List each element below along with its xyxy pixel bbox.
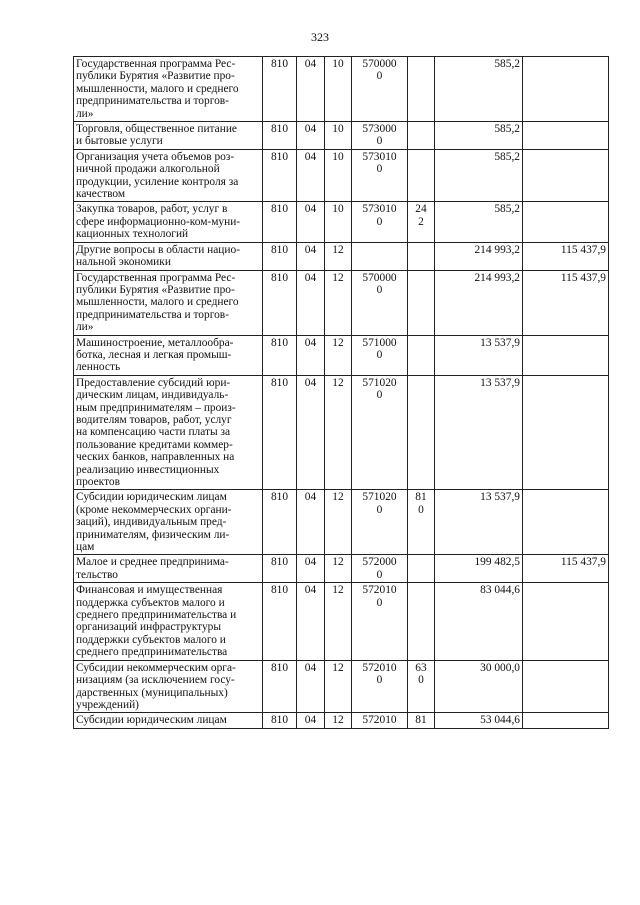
cell-subsection: 10 <box>325 149 352 202</box>
cell-expense-type: 81 <box>408 713 435 728</box>
table-row <box>74 660 609 713</box>
cell-amount-total: 13 537,9 <box>435 335 523 375</box>
cell-target-article: 570000 0 <box>352 57 408 122</box>
cell-grbs: 810 <box>263 270 297 335</box>
cell-section: 04 <box>297 660 325 713</box>
cell-name: Субсидии некоммерческим орга- низациям (за исключением госу- дарственных (муниципальных) учреждений) <box>74 660 263 713</box>
table-row <box>74 149 609 202</box>
cell-grbs: 810 <box>263 555 297 583</box>
cell-target-article: 572000 0 <box>352 555 408 583</box>
cell-grbs: 810 <box>263 335 297 375</box>
table-row <box>74 713 609 728</box>
cell-section: 04 <box>297 583 325 660</box>
table-row <box>74 242 609 270</box>
cell-name: Предоставление субсидий юри- дическим лицам, индивидуаль- ным предпринимателям – произ- водителям товаров, работ, услуг на компенсацию части платы за пользование кредитами коммер- ческих банков, направленных на реализацию инвестиционных проектов <box>74 375 263 490</box>
cell-target-article: 571020 0 <box>352 490 408 555</box>
table-row <box>74 490 609 555</box>
cell-section: 04 <box>297 335 325 375</box>
cell-grbs: 810 <box>263 242 297 270</box>
cell-amount-subvention: 115 437,9 <box>523 555 609 583</box>
cell-subsection: 12 <box>325 335 352 375</box>
cell-amount-total: 13 537,9 <box>435 375 523 490</box>
cell-amount-total: 585,2 <box>435 122 523 150</box>
cell-expense-type <box>408 57 435 122</box>
table-row <box>74 375 609 490</box>
cell-subsection: 10 <box>325 122 352 150</box>
cell-section: 04 <box>297 713 325 728</box>
cell-expense-type <box>408 375 435 490</box>
cell-target-article: 570000 0 <box>352 270 408 335</box>
cell-amount-total: 585,2 <box>435 57 523 122</box>
cell-subsection: 12 <box>325 242 352 270</box>
cell-amount-total: 199 482,5 <box>435 555 523 583</box>
cell-expense-type <box>408 149 435 202</box>
cell-expense-type: 24 2 <box>408 202 435 242</box>
table-row <box>74 335 609 375</box>
cell-grbs: 810 <box>263 57 297 122</box>
cell-name: Закупка товаров, работ, услуг в сфере информационно-ком-муни- кационных технологий <box>74 202 263 242</box>
cell-amount-total: 214 993,2 <box>435 270 523 335</box>
cell-amount-total: 30 000,0 <box>435 660 523 713</box>
cell-amount-subvention <box>523 149 609 202</box>
cell-subsection: 12 <box>325 490 352 555</box>
cell-amount-total: 83 044,6 <box>435 583 523 660</box>
cell-subsection: 10 <box>325 202 352 242</box>
cell-section: 04 <box>297 202 325 242</box>
cell-grbs: 810 <box>263 490 297 555</box>
cell-name: Субсидии юридическим лицам (кроме некоммерческих органи- заций), индивидуальным пред- принимателям, физическим ли- цам <box>74 490 263 555</box>
cell-section: 04 <box>297 122 325 150</box>
cell-amount-subvention <box>523 490 609 555</box>
cell-amount-subvention <box>523 713 609 728</box>
cell-amount-total: 214 993,2 <box>435 242 523 270</box>
table-row <box>74 555 609 583</box>
cell-amount-total: 13 537,9 <box>435 490 523 555</box>
cell-name: Машиностроение, металлообра- ботка, лесная и легкая промыш- ленность <box>74 335 263 375</box>
cell-grbs: 810 <box>263 713 297 728</box>
cell-section: 04 <box>297 490 325 555</box>
cell-expense-type <box>408 242 435 270</box>
cell-name: Другие вопросы в области нацио- нальной экономики <box>74 242 263 270</box>
cell-target-article: 573010 0 <box>352 202 408 242</box>
cell-target-article: 573010 0 <box>352 149 408 202</box>
cell-grbs: 810 <box>263 375 297 490</box>
cell-section: 04 <box>297 555 325 583</box>
table-row <box>74 202 609 242</box>
cell-target-article: 572010 0 <box>352 660 408 713</box>
cell-expense-type <box>408 583 435 660</box>
cell-section: 04 <box>297 57 325 122</box>
cell-target-article: 571000 0 <box>352 335 408 375</box>
cell-section: 04 <box>297 149 325 202</box>
cell-name: Финансовая и имущественная поддержка субъектов малого и среднего предпринимательства и организаций инфраструктуры поддержки субъектов малого и среднего предпринимательства <box>74 583 263 660</box>
cell-amount-subvention: 115 437,9 <box>523 270 609 335</box>
cell-subsection: 10 <box>325 57 352 122</box>
cell-subsection: 12 <box>325 375 352 490</box>
cell-amount-subvention: 115 437,9 <box>523 242 609 270</box>
cell-expense-type <box>408 122 435 150</box>
cell-grbs: 810 <box>263 122 297 150</box>
cell-amount-subvention <box>523 122 609 150</box>
cell-name: Малое и среднее предпринима- тельство <box>74 555 263 583</box>
cell-subsection: 12 <box>325 713 352 728</box>
cell-subsection: 12 <box>325 555 352 583</box>
cell-name: Государственная программа Рес- публики Бурятия «Развитие про- мышленности, малого и среднего предпринимательства и торгов- ли» <box>74 270 263 335</box>
cell-target-article: 572010 0 <box>352 583 408 660</box>
cell-subsection: 12 <box>325 660 352 713</box>
cell-amount-subvention <box>523 335 609 375</box>
cell-name: Субсидии юридическим лицам <box>74 713 263 728</box>
cell-target-article: 573000 0 <box>352 122 408 150</box>
cell-amount-subvention <box>523 660 609 713</box>
cell-expense-type <box>408 555 435 583</box>
table-row <box>74 583 609 660</box>
cell-grbs: 810 <box>263 149 297 202</box>
cell-subsection: 12 <box>325 583 352 660</box>
table-row <box>74 57 609 122</box>
cell-amount-subvention <box>523 583 609 660</box>
page-number: 323 <box>311 30 329 44</box>
budget-table <box>73 56 609 729</box>
cell-amount-subvention <box>523 57 609 122</box>
cell-expense-type: 81 0 <box>408 490 435 555</box>
cell-subsection: 12 <box>325 270 352 335</box>
cell-target-article: 571020 0 <box>352 375 408 490</box>
cell-expense-type: 63 0 <box>408 660 435 713</box>
table-row <box>74 270 609 335</box>
cell-section: 04 <box>297 242 325 270</box>
cell-grbs: 810 <box>263 583 297 660</box>
cell-section: 04 <box>297 375 325 490</box>
cell-target-article: 572010 <box>352 713 408 728</box>
cell-amount-subvention <box>523 202 609 242</box>
cell-expense-type <box>408 270 435 335</box>
cell-section: 04 <box>297 270 325 335</box>
cell-grbs: 810 <box>263 202 297 242</box>
cell-amount-total: 53 044,6 <box>435 713 523 728</box>
cell-name: Организация учета объемов роз- ничной продажи алкогольной продукции, усиление контроля за качеством <box>74 149 263 202</box>
cell-expense-type <box>408 335 435 375</box>
cell-amount-total: 585,2 <box>435 149 523 202</box>
cell-name: Торговля, общественное питание и бытовые услуги <box>74 122 263 150</box>
cell-amount-subvention <box>523 375 609 490</box>
cell-amount-total: 585,2 <box>435 202 523 242</box>
cell-grbs: 810 <box>263 660 297 713</box>
cell-name: Государственная программа Рес- публики Бурятия «Развитие про- мышленности, малого и среднего предпринимательства и торгов- ли» <box>74 57 263 122</box>
cell-target-article <box>352 242 408 270</box>
table-row <box>74 122 609 150</box>
